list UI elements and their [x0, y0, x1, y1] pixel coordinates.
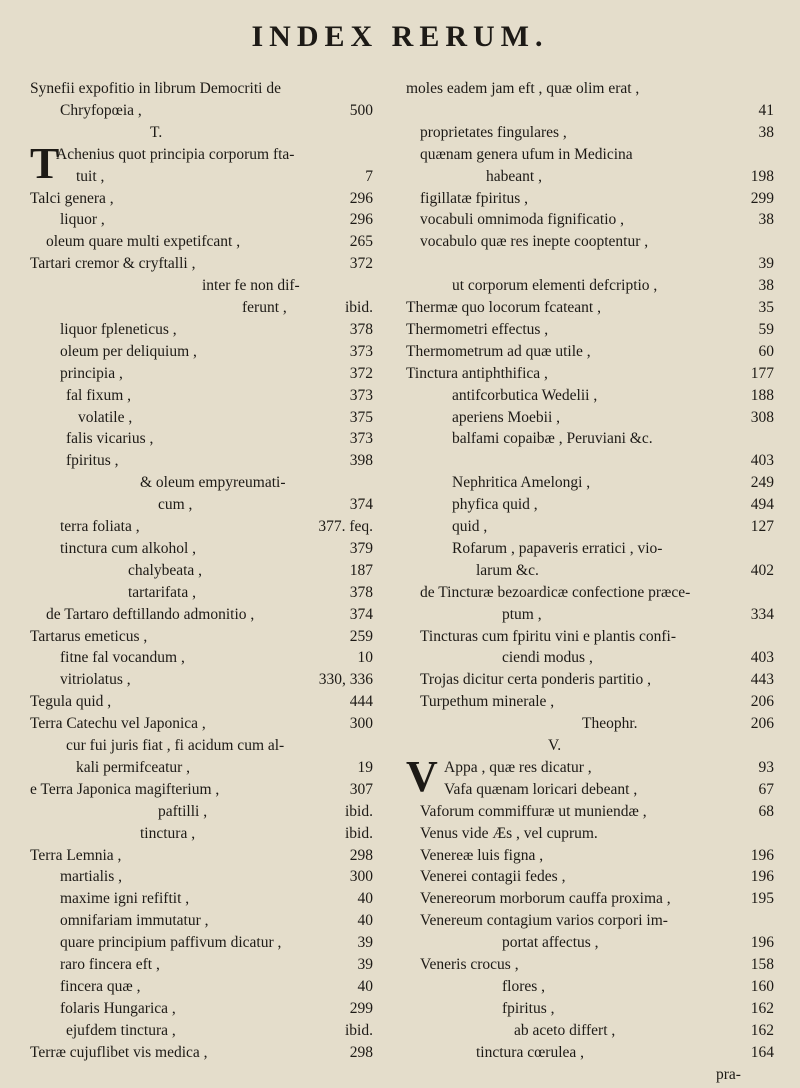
index-entry [406, 190, 774, 207]
entry-page-number: 39 [357, 956, 373, 973]
index-entry [30, 562, 373, 579]
index-entry [406, 277, 774, 294]
entry-text: Tartari cremor & cryftalli , [30, 255, 196, 273]
entry-page-number: 127 [750, 518, 774, 535]
entry-page-number: 195 [750, 890, 774, 908]
entry-page-number: 373 [349, 386, 373, 404]
entry-text: fincera quæ , [60, 977, 141, 995]
entry-text: antifcorbutica Wedelii , [452, 386, 598, 404]
index-entry [30, 825, 373, 842]
entry-text: Venereæ luis figna , [420, 846, 544, 864]
entry-page-number: 308 [750, 408, 774, 426]
entry-text: e Terra Japonica magifterium , [30, 780, 220, 798]
index-entry [30, 277, 373, 294]
index-entry [406, 518, 774, 535]
entry-page-number: 7 [365, 167, 373, 185]
index-entry [406, 956, 774, 973]
index-entry [30, 584, 373, 601]
index-entry [406, 452, 774, 469]
index-entry [406, 693, 774, 710]
entry-text: Vaforum commiffuræ ut muniendæ , [420, 802, 647, 820]
entry-page-number: 298 [349, 1043, 373, 1061]
entry-page-number: 164 [750, 1043, 774, 1061]
entry-page-number: 60 [758, 342, 774, 360]
index-entry [406, 825, 774, 842]
right-column [406, 80, 774, 1087]
entry-text: ptum , [502, 605, 542, 623]
entry-text: terra foliata , [60, 518, 140, 535]
index-entry [30, 803, 373, 820]
entry-page-number: 162 [750, 999, 774, 1017]
left-column [30, 80, 373, 1066]
entry-page-number: 249 [750, 474, 774, 492]
entry-text: tinctura , [140, 824, 196, 842]
entry-page-number: 93 [758, 758, 774, 776]
index-entry [30, 233, 373, 250]
entry-page-number: 373 [349, 430, 373, 448]
entry-text: Veneris crocus , [420, 956, 519, 973]
entry-page-number: 299 [349, 999, 373, 1017]
entry-page-number: 206 [750, 715, 774, 733]
entry-text: Tartarus emeticus , [30, 627, 148, 645]
entry-page-number: 39 [357, 934, 373, 952]
index-entry [406, 868, 774, 885]
entry-text: moles eadem jam eft , quæ olim erat , [406, 80, 640, 97]
index-entry [30, 693, 373, 710]
index-entry [406, 255, 774, 272]
entry-page-number: 39 [758, 255, 774, 273]
index-entry [406, 562, 774, 579]
index-entry [30, 759, 373, 776]
entry-text: kali permifceatur , [76, 758, 191, 776]
entry-text: quare principium paffivum dicatur , [60, 934, 282, 952]
entry-text: inter fe non dif- [202, 277, 300, 295]
entry-text: Tegula quid , [30, 693, 112, 711]
entry-text: fitne fal vocandum , [60, 649, 185, 667]
entry-text: Appa , quæ res dicatur , [444, 758, 592, 776]
entry-page-number: 444 [349, 693, 373, 711]
index-entry [406, 321, 774, 338]
entry-text: larum &c. [476, 561, 539, 579]
entry-text: tuit , [76, 167, 105, 185]
entry-text: folaris Hungarica , [60, 999, 176, 1017]
entry-text: figillatæ fpiritus , [420, 189, 529, 207]
entry-page-number: 35 [758, 299, 774, 316]
index-entry [30, 343, 373, 360]
entry-text: martialis , [60, 868, 122, 886]
entry-text: & oleum empyreumati- [140, 474, 286, 492]
entry-page-number: 196 [750, 846, 774, 864]
entry-page-number: 403 [750, 649, 774, 667]
index-entry [406, 343, 774, 360]
entry-text: paftilli , [158, 802, 208, 820]
index-entry [406, 781, 774, 798]
entry-text: Talci genera , [30, 189, 114, 207]
entry-page-number: 196 [750, 934, 774, 952]
index-entry [30, 628, 373, 645]
index-entry [30, 518, 373, 535]
index-entry [406, 146, 774, 163]
entry-text: Venereorum morborum cauffa proxima , [420, 890, 671, 908]
index-entry [406, 1000, 774, 1017]
index-entry [406, 803, 774, 820]
entry-text: pra- [716, 1065, 741, 1083]
entry-page-number: 162 [750, 1021, 774, 1039]
entry-page-number: 443 [750, 671, 774, 689]
entry-page-number: 372 [349, 255, 373, 273]
entry-page-number: 198 [750, 167, 774, 185]
entry-text: V. [548, 737, 562, 754]
index-entry [30, 299, 373, 316]
entry-text: Synefii expofitio in librum Democriti de [30, 80, 281, 97]
index-entry [30, 934, 373, 951]
entry-page-number: 377. feq. [318, 518, 373, 535]
entry-text: quid , [452, 518, 488, 535]
entry-page-number: 40 [357, 890, 373, 908]
entry-text: tinctura cum alkohol , [60, 539, 197, 557]
entry-text: Turpethum minerale , [420, 693, 555, 711]
index-entry [30, 387, 373, 404]
index-entry [406, 211, 774, 228]
entry-page-number: 196 [750, 868, 774, 886]
index-entry [406, 233, 774, 250]
entry-text: Thermæ quo locorum fcateant , [406, 299, 601, 316]
entry-text: Tincturas cum fpiritu vini e plantis confi- [420, 627, 676, 645]
entry-text: principia , [60, 364, 123, 382]
entry-page-number: 206 [750, 693, 774, 711]
entry-text: Vafa quænam loricari debeant , [444, 780, 638, 798]
index-entry [406, 365, 774, 382]
entry-page-number: 373 [349, 342, 373, 360]
index-entry [406, 606, 774, 623]
entry-text: omnifariam immutatur , [60, 912, 209, 930]
index-entry [406, 649, 774, 666]
entry-page-number: 374 [349, 496, 373, 514]
entry-page-number: 38 [758, 211, 774, 229]
entry-page-number: 299 [750, 189, 774, 207]
entry-text: ejufdem tinctura , [66, 1021, 176, 1039]
entry-text: ferunt , [242, 299, 287, 316]
entry-text: volatile , [78, 408, 133, 426]
index-entry [30, 671, 373, 688]
entry-page-number: 38 [758, 277, 774, 295]
entry-text: Achenius quot principia corporum fta- [56, 145, 295, 163]
index-entry [30, 737, 373, 754]
index-entry [30, 847, 373, 864]
entry-text: Trojas dicitur certa ponderis partitio , [420, 671, 652, 689]
index-entry [406, 978, 774, 995]
entry-text: balfami copaibæ , Peruviani &c. [452, 430, 653, 448]
index-entry [30, 430, 373, 447]
entry-page-number: 40 [357, 977, 373, 995]
entry-text: fal fixum , [66, 386, 131, 404]
entry-page-number: 494 [750, 496, 774, 514]
entry-text: liquor fpleneticus , [60, 320, 177, 338]
entry-page-number: 67 [758, 780, 774, 798]
index-entry [406, 409, 774, 426]
entry-page-number: ibid. [345, 299, 373, 316]
entry-page-number: 296 [349, 211, 373, 229]
index-entry [30, 868, 373, 885]
entry-page-number: 500 [349, 101, 373, 119]
entry-text: Terra Lemnia , [30, 846, 122, 864]
entry-page-number: 307 [349, 780, 373, 798]
entry-page-number: ibid. [345, 802, 373, 820]
index-entry [406, 912, 774, 929]
entry-page-number: 59 [758, 320, 774, 338]
entry-page-number: 374 [349, 605, 373, 623]
entry-text: vocabuli omnimoda fignificatio , [420, 211, 625, 229]
entry-page-number: 40 [357, 912, 373, 930]
entry-text: fpiritus , [502, 999, 555, 1017]
index-entry [30, 80, 373, 97]
entry-page-number: 379 [349, 539, 373, 557]
entry-text: maxime igni refiftit , [60, 890, 190, 908]
entry-text: Venus vide Æs , vel cuprum. [420, 824, 598, 842]
index-entry [30, 540, 373, 557]
entry-text: Thermometri effectus , [406, 320, 549, 338]
index-entry [30, 211, 373, 228]
entry-page-number: 403 [750, 452, 774, 470]
index-entry [30, 606, 373, 623]
entry-text: Terræ cujuflibet vis medica , [30, 1043, 208, 1061]
index-entry [406, 890, 774, 907]
index-entry [406, 671, 774, 688]
entry-text: ut corporum elementi defcriptio , [452, 277, 658, 295]
entry-text: de Tincturæ bezoardicæ confectione præce- [420, 583, 691, 601]
entry-page-number: 298 [349, 846, 373, 864]
index-entry [406, 168, 774, 185]
entry-page-number: ibid. [345, 824, 373, 842]
index-entry [30, 452, 373, 469]
entry-page-number: 259 [349, 627, 373, 645]
entry-page-number: 372 [349, 364, 373, 382]
entry-text: vocabulo quæ res inepte cooptentur , [420, 233, 649, 251]
drop-cap-letter: T [30, 138, 60, 188]
index-entry [406, 102, 774, 119]
entry-text: fpiritus , [66, 452, 119, 470]
entry-text: oleum per deliquium , [60, 342, 197, 360]
index-entry [406, 299, 774, 316]
index-entry [30, 321, 373, 338]
entry-text: quænam genera ufum in Medicina [420, 145, 633, 163]
index-entry [406, 934, 774, 951]
entry-text: chalybeata , [128, 561, 203, 579]
entry-page-number: 68 [758, 802, 774, 820]
index-entry [406, 387, 774, 404]
entry-text: flores , [502, 977, 546, 995]
entry-text: Tinctura antiphthifica , [406, 364, 548, 382]
index-entry [30, 912, 373, 929]
entry-page-number: 38 [758, 123, 774, 141]
entry-text: liquor , [60, 211, 105, 229]
entry-page-number: 10 [357, 649, 373, 667]
entry-text: phyfica quid , [452, 496, 538, 514]
entry-text: falis vicarius , [66, 430, 154, 448]
entry-text: Thermometrum ad quæ utile , [406, 342, 591, 360]
index-entry [30, 649, 373, 666]
index-entry [30, 781, 373, 798]
entry-text: ciendi modus , [502, 649, 593, 667]
index-entry [30, 890, 373, 907]
entry-page-number: 160 [750, 977, 774, 995]
index-entry [406, 496, 774, 513]
entry-page-number: 188 [750, 386, 774, 404]
entry-page-number: 265 [349, 233, 373, 251]
index-entry [406, 847, 774, 864]
index-entry [406, 124, 774, 141]
entry-text: Terra Catechu vel Japonica , [30, 715, 206, 733]
index-entry [30, 102, 373, 119]
entry-page-number: 375 [349, 408, 373, 426]
entry-page-number: 378 [349, 583, 373, 601]
entry-page-number: ibid. [345, 1021, 373, 1039]
entry-page-number: 402 [750, 561, 774, 579]
entry-page-number: 334 [750, 605, 774, 623]
entry-text: Rofarum , papaveris erratici , vio- [452, 539, 663, 557]
entry-page-number: 398 [349, 452, 373, 470]
index-entry [406, 1044, 774, 1061]
entry-page-number: 19 [357, 758, 373, 776]
index-entry [406, 628, 774, 645]
entry-text: Theophr. [582, 715, 638, 733]
entry-text: Venerei contagii fedes , [420, 868, 566, 886]
index-entry [406, 584, 774, 601]
index-entry [30, 1044, 373, 1061]
index-entry [406, 80, 774, 97]
index-entry [30, 1000, 373, 1017]
entry-page-number: 41 [758, 101, 774, 119]
index-entry [406, 1022, 774, 1039]
page-header: INDEX RERUM. [251, 20, 549, 53]
entry-text: Chryfopœia , [60, 101, 142, 119]
entry-page-number: 158 [750, 956, 774, 973]
index-entry [406, 715, 774, 732]
index-entry [30, 474, 373, 491]
index-entry [406, 737, 774, 754]
entry-text: oleum quare multi expetifcant , [46, 233, 241, 251]
entry-page-number: 296 [349, 189, 373, 207]
entry-text: ab aceto differt , [514, 1021, 616, 1039]
entry-text: proprietates fingulares , [420, 123, 567, 141]
entry-page-number: 300 [349, 715, 373, 733]
index-entry [30, 409, 373, 426]
entry-text: Nephritica Amelongi , [452, 474, 591, 492]
entry-page-number: 330, 336 [318, 671, 373, 689]
entry-text: cur fui juris fiat , fi acidum cum al- [66, 737, 285, 754]
index-entry [30, 365, 373, 382]
entry-text: tartarifata , [128, 583, 196, 601]
index-entry [30, 715, 373, 732]
entry-text: Venereum contagium varios corpori im- [420, 912, 668, 930]
entry-page-number: 378 [349, 320, 373, 338]
drop-cap-letter: V [406, 751, 438, 801]
index-entry [30, 168, 373, 185]
index-entry [30, 190, 373, 207]
index-entry [406, 1066, 774, 1083]
entry-text: portat affectus , [502, 934, 599, 952]
entry-page-number: 177 [750, 364, 774, 382]
index-entry [30, 956, 373, 973]
index-entry [30, 978, 373, 995]
entry-text: de Tartaro deftillando admonitio , [46, 605, 255, 623]
entry-text: cum , [158, 496, 193, 514]
entry-text: habeant , [486, 167, 542, 185]
index-entry [406, 474, 774, 491]
index-entry [30, 124, 373, 141]
entry-text: aperiens Moebii , [452, 408, 561, 426]
entry-text: raro fincera eft , [60, 956, 160, 973]
index-entry [30, 496, 373, 513]
index-entry [406, 430, 774, 447]
index-entry [30, 1022, 373, 1039]
entry-text: tinctura cœrulea , [476, 1043, 585, 1061]
entry-text: T. [150, 123, 163, 141]
entry-text: vitriolatus , [60, 671, 131, 689]
index-entry [406, 540, 774, 557]
index-entry [30, 255, 373, 272]
entry-page-number: 187 [349, 561, 373, 579]
entry-page-number: 300 [349, 868, 373, 886]
